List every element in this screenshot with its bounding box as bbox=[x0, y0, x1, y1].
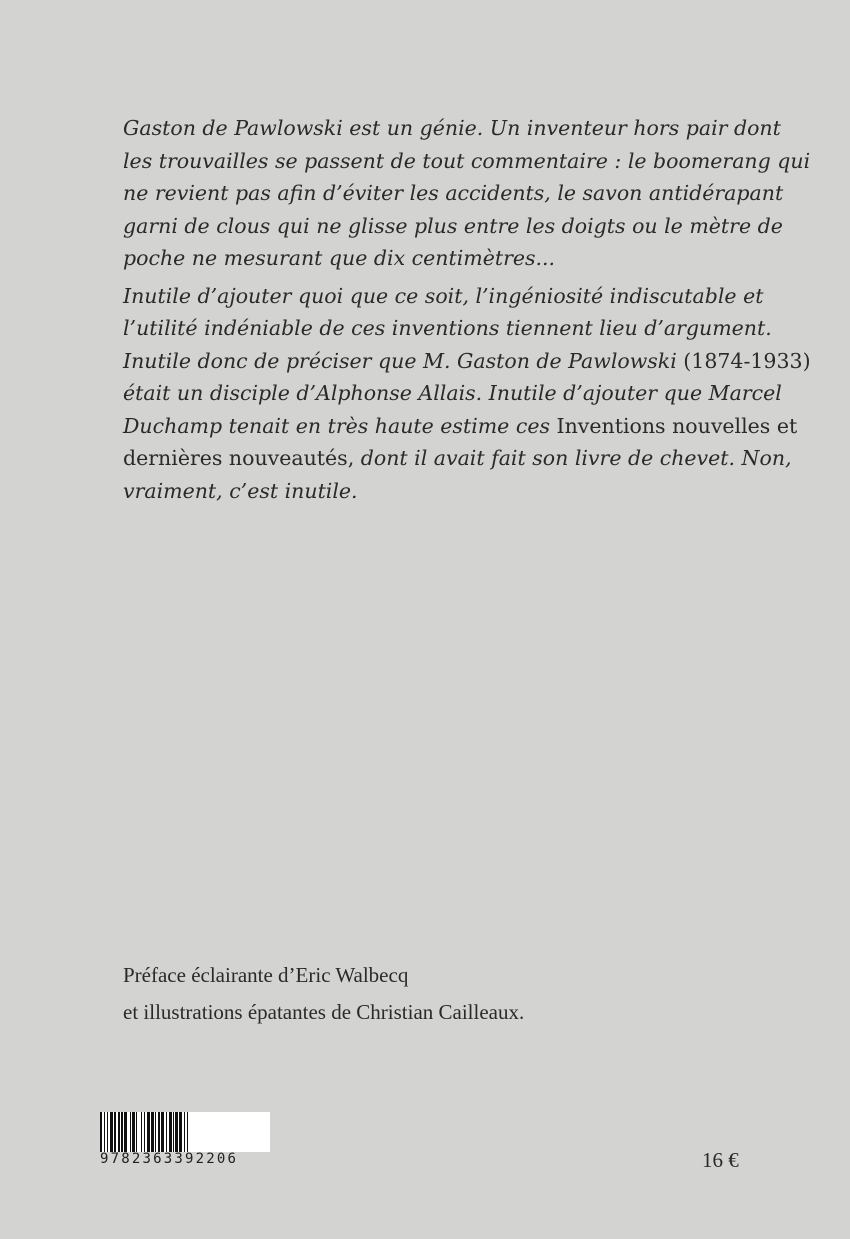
credit-illustrations: et illustrations épatantes de Christian Cailleaux. bbox=[123, 1000, 525, 1024]
text-segment: (1874-1933) bbox=[683, 348, 811, 373]
back-cover-blurb bbox=[123, 112, 811, 512]
text-segment: Duchamp tenait en très haute estime ces bbox=[123, 413, 557, 438]
text-line bbox=[123, 410, 798, 443]
text-line bbox=[123, 177, 784, 210]
text-segment: poche ne mesurant que dix centimètres... bbox=[123, 246, 556, 270]
text-segment: dernières nouveautés, bbox=[123, 446, 355, 470]
price: 16 € bbox=[702, 1148, 739, 1172]
text-line bbox=[123, 475, 763, 508]
text-segment: les trouvailles se passent de tout commentaire : le boomerang qui bbox=[123, 148, 811, 173]
credits bbox=[123, 957, 524, 1031]
text-segment: Inutile donc de préciser que M. Gaston de Pawlowski bbox=[123, 348, 684, 373]
text-line bbox=[123, 242, 763, 275]
text-line bbox=[123, 145, 811, 178]
text-line bbox=[123, 345, 811, 378]
text-line bbox=[123, 210, 783, 243]
text-line bbox=[123, 280, 763, 313]
text-segment: Inventions nouvelles et bbox=[556, 413, 798, 438]
paragraph bbox=[123, 112, 811, 275]
text-segment: dont il avait fait son livre de chevet. Non, bbox=[354, 446, 792, 470]
text-segment: vraiment, c’est inutile. bbox=[123, 478, 358, 503]
text-segment: ne revient pas afin d’éviter les accidents, le savon antidérapant bbox=[123, 181, 784, 205]
text-segment: garni de clous qui ne glisse plus entre les doigts ou le mètre de bbox=[123, 213, 783, 238]
isbn-number: 9782363392206 bbox=[100, 1151, 239, 1167]
text-segment: Inutile d’ajouter quoi que ce soit, l’ingéniosité indiscutable et bbox=[123, 283, 764, 308]
text-line bbox=[123, 377, 782, 410]
paragraph bbox=[123, 280, 811, 508]
credit-preface: Préface éclairante d’Eric Walbecq bbox=[123, 963, 409, 987]
text-line bbox=[123, 442, 792, 475]
text-segment: l’utilité indéniable de ces inventions tiennent lieu d’argument. bbox=[123, 316, 772, 340]
text-segment: Gaston de Pawlowski est un génie. Un inventeur hors pair dont bbox=[123, 116, 781, 140]
text-line bbox=[123, 312, 772, 345]
text-segment: était un disciple d’Alphonse Allais. Inutile d’ajouter que Marcel bbox=[123, 381, 782, 405]
text-line bbox=[123, 112, 781, 145]
barcode-bar bbox=[188, 1112, 189, 1152]
barcode bbox=[100, 1112, 270, 1152]
